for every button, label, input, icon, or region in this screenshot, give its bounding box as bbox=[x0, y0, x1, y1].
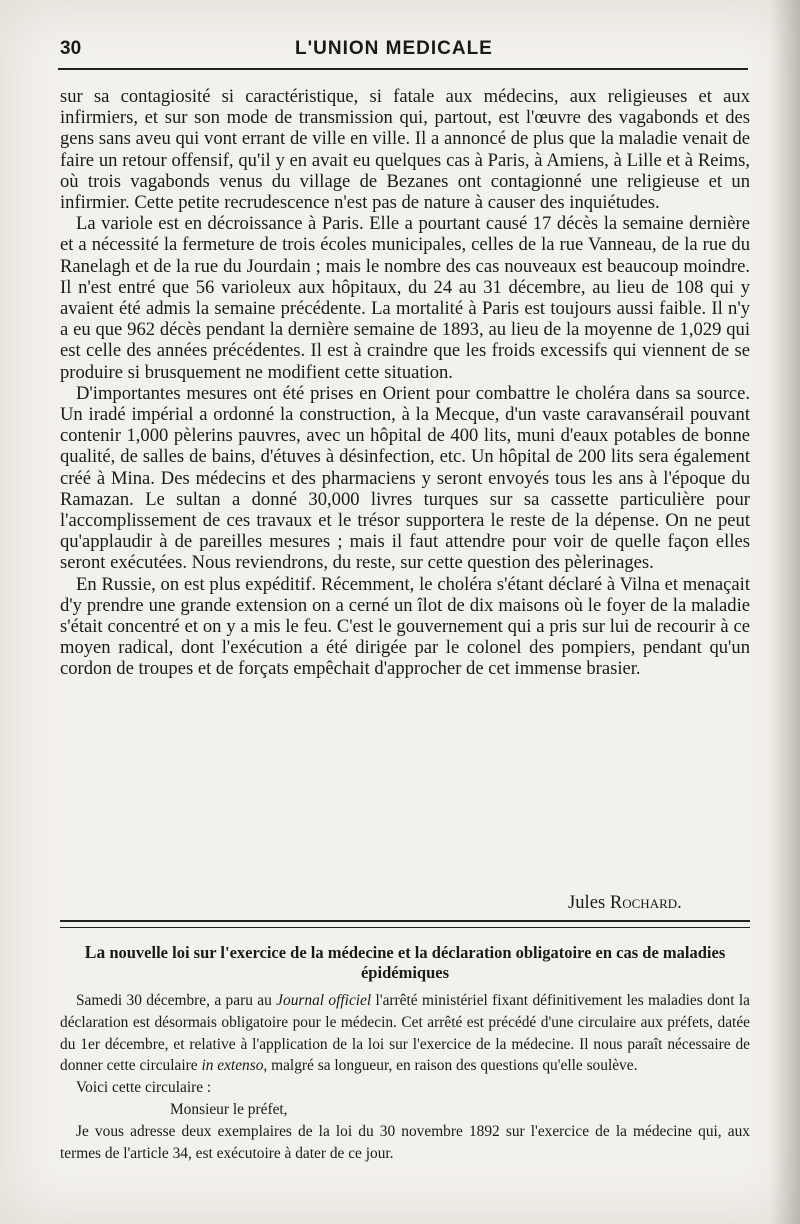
page-header bbox=[60, 38, 750, 66]
article-body bbox=[60, 86, 750, 680]
article-paragraph-1: sur sa contagiosité si caractéristique, si fatale aux médecins, aux religieuses et aux infirmiers, et sur son mode de transmission qui, partout, est l'œuvre des vagabonds et des gens sans aveu qui vont errant de ville en ville. Il a annoncé de plus que la maladie venait de faire un retour offensif, qu'il y en avait eu quelques cas à Paris, à Amiens, à Lille et à Reims, où trois vagabonds venus du village de Bezanes ont contagionné une religieuse et un infirmier. Cette petite recrudescence n'est pas de nature à causer des inquiétudes. bbox=[60, 86, 750, 214]
section-title-lead: La bbox=[84, 942, 106, 962]
header-rule bbox=[58, 68, 748, 70]
section-p1-end: malgré sa longueur, en raison des questions qu'elle soulève. bbox=[271, 1057, 638, 1075]
section-title-text: nouvelle loi sur l'exercice de la médecine et la déclaration obligatoire en cas de maladies épidémiques bbox=[109, 943, 726, 982]
section-p1-after: l'arrêté ministériel fixant définitivement les maladies dont la déclaration est désormais obligatoire pour le médecin. Cet arrêté est précédé d'une circulaire aux préfets, datée du 1er décembre, et relative à l'application de la loi sur l'exercice de la médecine. Il nous paraît nécessaire de donner cette circulaire bbox=[60, 992, 750, 1075]
signature-first-name: Jules bbox=[568, 892, 606, 913]
section-paragraph-1 bbox=[60, 990, 750, 1077]
section-salutation: Monsieur le préfet, bbox=[170, 1100, 288, 1118]
page-number: 30 bbox=[60, 38, 82, 59]
section-divider bbox=[60, 920, 750, 928]
signature-last-name: Rochard. bbox=[609, 892, 682, 913]
article-paragraph-4: En Russie, on est plus expéditif. Récemment, le choléra s'étant déclaré à Vilna et menaçait d'y prendre une grande extension on a cerné un îlot de dix maisons où le foyer de la maladie s'était concentré et on y a mis le feu. C'est le gouvernement qui a pris sur lui de recourir à ce moyen radical, dont l'exécution a été dirigée par le colonel des pompiers, pendant qu'un cordon de troupes et de forçats empêchait d'approcher de cet immense brasier. bbox=[60, 573, 750, 680]
section-p1-italic2: in extenso, bbox=[201, 1057, 268, 1075]
section-body bbox=[60, 990, 750, 1164]
page-edge-shadow bbox=[770, 0, 800, 1224]
section-p1-before: Samedi 30 décembre, a paru au bbox=[76, 992, 272, 1009]
section-title bbox=[60, 942, 750, 983]
section-paragraph-3: Je vous adresse deux exemplaires de la loi du 30 novembre 1892 sur l'exercice de la médecine qui, aux termes de l'article 34, est exécutoire à dater de ce jour. bbox=[60, 1122, 750, 1162]
section-paragraph-2: Voici cette circulaire : bbox=[76, 1079, 212, 1097]
section-p1-italic: Journal officiel bbox=[276, 992, 372, 1009]
running-title: L'UNION MEDICALE bbox=[295, 38, 493, 59]
article-paragraph-2: La variole est en décroissance à Paris. Elle a pourtant causé 17 décès la semaine dernière et a nécessité la fermeture de trois écoles municipales, celles de la rue Vanneau, de la rue du Ranelagh et de la rue du Jourdain ; mais le nombre des cas nouveaux est beaucoup moindre. Il n'est entré que 56 varioleux aux hôpitaux, du 24 au 31 décembre, au lieu de 108 qui y avaient été admis la semaine précédente. La mortalité à Paris est toujours aussi faible. Il n'y a eu que 962 décès pendant la dernière semaine de 1893, au lieu de la moyenne de 1,029 qui est celle des années précédentes. Il est à craindre que les froids excessifs qui viennent de se produire si brusquement ne modifient cette situation. bbox=[60, 213, 750, 383]
author-signature bbox=[568, 892, 682, 914]
article-paragraph-3: D'importantes mesures ont été prises en Orient pour combattre le choléra dans sa source. Un iradé impérial a ordonné la construction, à la Mecque, d'un vaste caravansérail pouvant contenir 1,000 pèlerins pauvres, avec un hôpital de 400 lits, muni d'eaux potables de bonne qualité, de salles de bains, d'étuves à désinfection, etc. Un hôpital de 200 lits sera également créé à Mina. Des médecins et des pharmaciens y seront envoyés tous les ans à l'époque du Ramazan. Le sultan a donné 30,000 livres turques sur sa cassette particulière pour l'accomplissement de ces travaux et le trésor supportera le reste de la dépense. On ne peut qu'applaudir à de pareilles mesures ; mais il faut attendre pour voir de quelle façon elles seront exécutées. Nous reviendrons, du reste, sur cette question des pèlerinages. bbox=[60, 382, 750, 574]
